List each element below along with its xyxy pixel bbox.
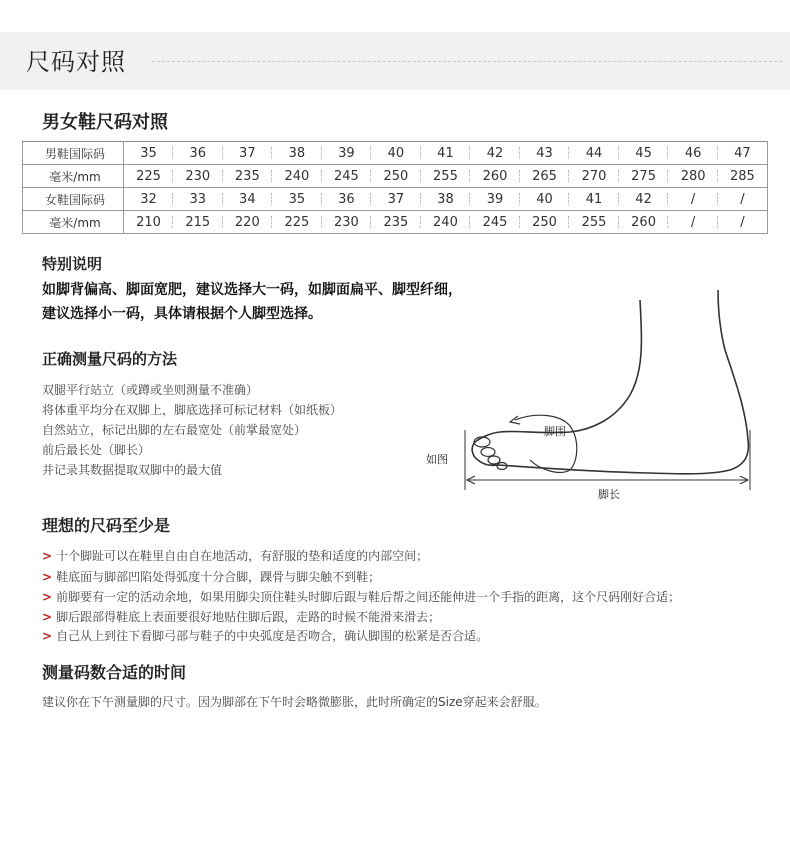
size-cell: / (668, 211, 718, 234)
size-cell: 265 (520, 165, 570, 188)
size-cell: 41 (421, 142, 471, 165)
size-cell: 210 (124, 211, 174, 234)
size-cell: 37 (371, 188, 421, 211)
ideal-size-item: > 脚后跟部得鞋底上表面要很好地贴住脚后跟，走路的时候不能滑来滑去； (42, 610, 441, 624)
size-cell: 35 (272, 188, 322, 211)
size-cell: 33 (173, 188, 223, 211)
size-cell: 225 (272, 211, 322, 234)
size-cell: 250 (371, 165, 421, 188)
size-table (22, 141, 768, 234)
ideal-size-item: > 自己从上到往下看脚弓部与鞋子的中央弧度是否吻合，确认脚围的松紧是否合适。 (42, 629, 489, 643)
measure-time-text: 建议你在下午测量脚的尺寸。因为脚部在下午时会略微膨胀，此时所确定的Size穿起来会舒服。 (42, 695, 547, 709)
size-cell: 260 (470, 165, 520, 188)
size-cell: 260 (619, 211, 669, 234)
page-title: 尺码对照 (26, 48, 126, 76)
size-cell: 235 (223, 165, 273, 188)
size-cell: 38 (272, 142, 322, 165)
row-label: 男鞋国际码 (23, 142, 124, 165)
size-cell: 245 (470, 211, 520, 234)
bullet-arrow-icon: > (42, 610, 53, 624)
measure-step: 自然站立，标记出脚的左右最宽处（前掌最宽处） (42, 423, 307, 437)
size-cell: 230 (322, 211, 372, 234)
size-cell: 215 (173, 211, 223, 234)
girth-label: 脚围 (544, 425, 566, 438)
figure-label: 如图 (426, 453, 448, 466)
size-cell: 220 (223, 211, 273, 234)
size-cell: 39 (322, 142, 372, 165)
size-cell: 46 (668, 142, 718, 165)
size-cell: 42 (470, 142, 520, 165)
size-cell: 45 (619, 142, 669, 165)
size-cell: 36 (173, 142, 223, 165)
special-note-line: 建议选择小一码，具体请根据个人脚型选择。 (42, 306, 322, 322)
size-cell: 280 (668, 165, 718, 188)
size-table-row (23, 142, 768, 165)
size-cell: / (718, 188, 768, 211)
size-table-title: 男女鞋尺码对照 (42, 112, 168, 133)
size-cell: 42 (619, 188, 669, 211)
size-cell: 40 (520, 188, 570, 211)
measure-time-title: 测量码数合适的时间 (42, 663, 187, 682)
special-note-line: 如脚背偏高、脚面宽肥，建议选择大一码，如脚面扁平、脚型纤细， (42, 282, 462, 298)
measure-step: 双腿平行站立（或蹲或坐则测量不准确） (42, 383, 259, 397)
ideal-size-item: > 前脚要有一定的活动余地，如果用脚尖顶住鞋头时脚后跟与鞋后帮之间还能伸进一个手指的距离，这个尺码刚好合适； (42, 590, 681, 604)
size-cell: 39 (470, 188, 520, 211)
measure-step: 前后最长处（脚长） (42, 443, 151, 457)
size-table-row (23, 188, 768, 211)
size-cell: 44 (569, 142, 619, 165)
size-cell: 255 (569, 211, 619, 234)
size-cell: 34 (223, 188, 273, 211)
header-bar (0, 32, 790, 90)
special-note-title: 特别说明 (42, 255, 103, 273)
size-cell: 245 (322, 165, 372, 188)
size-cell: 38 (421, 188, 471, 211)
row-label: 女鞋国际码 (23, 188, 124, 211)
size-cell: 240 (421, 211, 471, 234)
size-cell: 37 (223, 142, 273, 165)
row-label: 毫米/mm (23, 165, 124, 188)
size-cell: 225 (124, 165, 174, 188)
ideal-size-title: 理想的尺码至少是 (42, 516, 171, 535)
size-cell: / (668, 188, 718, 211)
foot-outline-illustration (420, 290, 760, 510)
size-cell: 240 (272, 165, 322, 188)
foot-measure-diagram (420, 290, 760, 510)
size-cell: 235 (371, 211, 421, 234)
size-cell: 230 (173, 165, 223, 188)
size-cell: 32 (124, 188, 174, 211)
size-table-row (23, 165, 768, 188)
bullet-arrow-icon: > (42, 629, 53, 643)
size-cell: 41 (569, 188, 619, 211)
ideal-size-item: > 十个脚趾可以在鞋里自由自在地活动，有舒服的垫和适度的内部空间； (42, 549, 429, 563)
row-label: 毫米/mm (23, 211, 124, 234)
bullet-arrow-icon: > (42, 590, 53, 604)
size-cell: 250 (520, 211, 570, 234)
size-cell: 255 (421, 165, 471, 188)
size-cell: 43 (520, 142, 570, 165)
size-cell: 36 (322, 188, 372, 211)
size-cell: 275 (619, 165, 669, 188)
size-cell: / (718, 211, 768, 234)
measure-method-title: 正确测量尺码的方法 (42, 350, 178, 368)
bullet-arrow-icon: > (42, 570, 53, 584)
header-divider (152, 61, 782, 62)
ideal-size-item: > 鞋底面与脚部凹陷处得弧度十分合脚，踝骨与脚尖触不到鞋； (42, 570, 381, 584)
size-cell: 40 (371, 142, 421, 165)
size-cell: 285 (718, 165, 768, 188)
size-cell: 47 (718, 142, 768, 165)
size-cell: 35 (124, 142, 174, 165)
measure-step: 将体重平均分在双脚上，脚底选择可标记材料（如纸板） (42, 403, 343, 417)
length-label: 脚长 (598, 488, 620, 501)
measure-step: 并记录其数据提取双脚中的最大值 (42, 463, 223, 477)
size-cell: 270 (569, 165, 619, 188)
bullet-arrow-icon: > (42, 549, 53, 563)
size-table-row (23, 211, 768, 234)
